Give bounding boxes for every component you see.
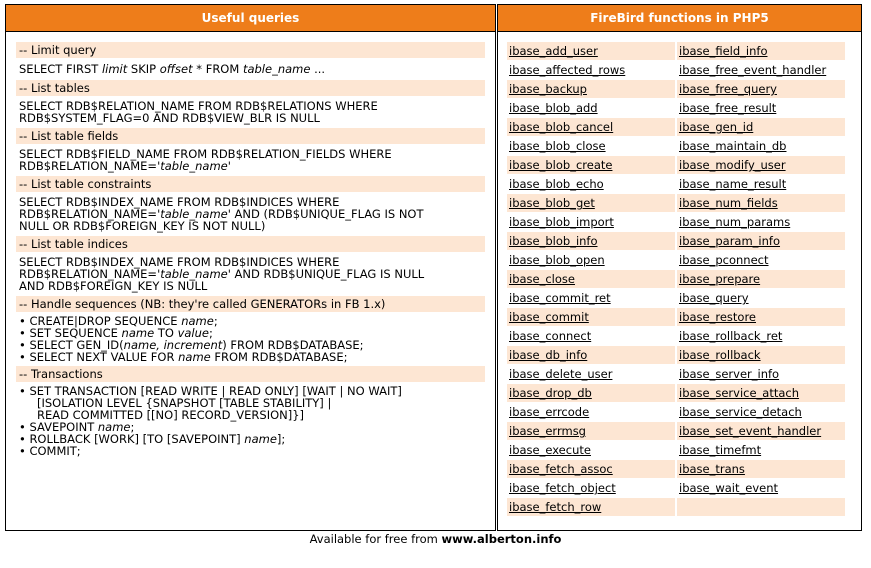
function-row <box>507 270 853 288</box>
useful-queries-panel <box>5 4 496 531</box>
function-link[interactable]: ibase_backup <box>509 82 587 96</box>
function-link[interactable]: ibase_rollback <box>679 348 761 362</box>
function-link[interactable]: ibase_num_fields <box>679 196 778 210</box>
function-row <box>507 156 853 174</box>
function-link[interactable]: ibase_delete_user <box>509 367 613 381</box>
firebird-functions-panel <box>497 4 862 531</box>
function-cell <box>507 308 675 326</box>
function-link[interactable]: ibase_field_info <box>679 44 768 58</box>
function-link[interactable]: ibase_fetch_row <box>509 500 602 514</box>
function-link[interactable]: ibase_blob_import <box>509 215 614 229</box>
list-item: • ROLLBACK [WORK] [TO [SAVEPOINT] name]; <box>19 432 286 446</box>
function-link[interactable]: ibase_free_result <box>679 101 777 115</box>
list-item: • CREATE|DROP SEQUENCE name; <box>19 314 218 328</box>
function-link[interactable]: ibase_trans <box>679 462 745 476</box>
function-cell <box>507 61 675 79</box>
function-row <box>507 479 853 497</box>
function-cell <box>507 118 675 136</box>
function-link[interactable]: ibase_blob_open <box>509 253 605 267</box>
function-row <box>507 42 853 60</box>
function-row <box>507 289 853 307</box>
list-fields-sql: SELECT RDB$FIELD_NAME FROM RDB$RELATION_FIELDS WHERE RDB$RELATION_NAME='table_name' <box>19 147 392 173</box>
function-cell <box>677 270 845 288</box>
function-cell <box>507 422 675 440</box>
function-link[interactable]: ibase_blob_cancel <box>509 120 614 134</box>
function-link[interactable]: ibase_free_query <box>679 82 777 96</box>
section-limit-query: -- Limit query <box>16 42 485 58</box>
function-cell <box>507 232 675 250</box>
function-cell <box>507 137 675 155</box>
function-link[interactable]: ibase_server_info <box>679 367 780 381</box>
function-link[interactable]: ibase_blob_info <box>509 234 598 248</box>
function-cell <box>677 232 845 250</box>
section-list-table-indices: -- List table indices <box>16 236 485 252</box>
list-indices-sql: SELECT RDB$INDEX_NAME FROM RDB$INDICES WHERE RDB$RELATION_NAME='table_name' AND RDB$UNIQUE_FLAG IS NULL AND RDB$FOREIGN_KEY IS NULL <box>19 255 425 293</box>
function-cell <box>677 42 845 60</box>
function-link[interactable]: ibase_num_params <box>679 215 791 229</box>
function-link[interactable]: ibase_drop_db <box>509 386 592 400</box>
function-row <box>507 422 853 440</box>
transactions-list <box>16 385 485 457</box>
section-list-table-constraints: -- List table constraints <box>16 176 485 192</box>
list-item-continuation: READ COMMITTED [[NO] RECORD_VERSION]}] <box>37 408 305 422</box>
function-cell <box>677 308 845 326</box>
function-cell <box>507 156 675 174</box>
function-row <box>507 194 853 212</box>
section-list-table-fields: -- List table fields <box>16 128 485 144</box>
function-cell <box>507 498 675 516</box>
function-row <box>507 403 853 421</box>
function-link[interactable]: ibase_close <box>509 272 575 286</box>
function-link[interactable]: ibase_db_info <box>509 348 588 362</box>
function-link[interactable]: ibase_wait_event <box>679 481 779 495</box>
function-link[interactable]: ibase_gen_id <box>679 120 754 134</box>
function-link[interactable]: ibase_blob_add <box>509 101 598 115</box>
function-cell <box>677 346 845 364</box>
function-cell <box>507 327 675 345</box>
function-cell <box>677 327 845 345</box>
function-link[interactable]: ibase_connect <box>509 329 592 343</box>
function-link[interactable]: ibase_fetch_assoc <box>509 462 613 476</box>
function-cell <box>677 118 845 136</box>
function-row <box>507 460 853 478</box>
list-item: • SET TRANSACTION [READ WRITE | READ ONLY] [WAIT | NO WAIT] <box>19 384 402 398</box>
function-row <box>507 80 853 98</box>
firebird-functions-header: FireBird functions in PHP5 <box>498 5 861 32</box>
function-link[interactable]: ibase_rollback_ret <box>679 329 783 343</box>
section-handle-sequences: -- Handle sequences (NB: they're called GENERATORs in FB 1.x) <box>16 296 485 312</box>
list-item: • COMMIT; <box>19 444 81 458</box>
section-transactions: -- Transactions <box>16 366 485 382</box>
function-link[interactable]: ibase_maintain_db <box>679 139 787 153</box>
function-link[interactable]: ibase_commit_ret <box>509 291 611 305</box>
function-row <box>507 61 853 79</box>
function-link[interactable]: ibase_service_attach <box>679 386 800 400</box>
function-cell <box>677 99 845 117</box>
function-link[interactable]: ibase_set_event_handler <box>679 424 822 438</box>
function-link[interactable]: ibase_blob_get <box>509 196 595 210</box>
function-row <box>507 327 853 345</box>
function-cell <box>677 251 845 269</box>
list-constraints-sql: SELECT RDB$INDEX_NAME FROM RDB$INDICES WHERE RDB$RELATION_NAME='table_name' AND (RDB$UNIQUE_FLAG IS NOT NULL OR RDB$FOREIGN_KEY IS NOT NULL) <box>19 195 424 233</box>
function-cell <box>507 460 675 478</box>
function-cell <box>677 80 845 98</box>
list-item: • SAVEPOINT name; <box>19 420 135 434</box>
function-link[interactable]: ibase_errmsg <box>509 424 586 438</box>
queries-body <box>6 32 495 457</box>
function-link[interactable]: ibase_timefmt <box>679 443 762 457</box>
section-list-tables: -- List tables <box>16 80 485 96</box>
function-link[interactable]: ibase_errcode <box>509 405 590 419</box>
function-cell <box>677 61 845 79</box>
function-cell <box>507 270 675 288</box>
function-row <box>507 498 853 516</box>
function-link[interactable]: ibase_free_event_handler <box>679 63 827 77</box>
useful-queries-header: Useful queries <box>6 5 495 32</box>
function-cell <box>677 365 845 383</box>
function-row <box>507 213 853 231</box>
function-cell <box>507 42 675 60</box>
function-cell <box>677 479 845 497</box>
footer: Available for free from www.alberton.info <box>309 532 562 546</box>
footer-site-link[interactable]: www.alberton.info <box>441 532 562 546</box>
function-cell <box>677 498 845 516</box>
function-cell <box>507 403 675 421</box>
function-cell <box>677 289 845 307</box>
function-row <box>507 251 853 269</box>
function-cell <box>507 346 675 364</box>
function-cell <box>507 384 675 402</box>
function-link[interactable]: ibase_modify_user <box>679 158 786 172</box>
function-cell <box>507 175 675 193</box>
list-item: • SELECT NEXT VALUE FOR name FROM RDB$DATABASE; <box>19 350 348 364</box>
function-row <box>507 365 853 383</box>
function-link[interactable]: ibase_param_info <box>679 234 781 248</box>
function-link[interactable]: ibase_blob_close <box>509 139 606 153</box>
function-link[interactable]: ibase_execute <box>509 443 591 457</box>
function-row <box>507 99 853 117</box>
function-cell <box>507 479 675 497</box>
function-link[interactable]: ibase_commit <box>509 310 589 324</box>
function-link[interactable]: ibase_restore <box>679 310 756 324</box>
function-cell <box>677 460 845 478</box>
function-cell <box>507 441 675 459</box>
function-cell <box>507 99 675 117</box>
function-list <box>498 32 861 516</box>
function-row <box>507 175 853 193</box>
function-cell <box>507 251 675 269</box>
function-cell <box>677 194 845 212</box>
function-cell <box>677 441 845 459</box>
function-link[interactable]: ibase_prepare <box>679 272 761 286</box>
function-link[interactable]: ibase_pconnect <box>679 253 769 267</box>
function-link[interactable]: ibase_name_result <box>679 177 787 191</box>
function-link[interactable]: ibase_affected_rows <box>509 63 626 77</box>
function-cell <box>677 422 845 440</box>
function-cell <box>677 137 845 155</box>
function-link[interactable]: ibase_blob_create <box>509 158 613 172</box>
function-cell <box>507 194 675 212</box>
function-row <box>507 346 853 364</box>
list-item: • SET SEQUENCE name TO value; <box>19 326 213 340</box>
function-cell <box>677 403 845 421</box>
function-row <box>507 232 853 250</box>
function-link[interactable]: ibase_query <box>679 291 749 305</box>
function-cell <box>677 213 845 231</box>
function-cell <box>677 175 845 193</box>
function-row <box>507 308 853 326</box>
function-cell <box>677 156 845 174</box>
function-cell <box>507 289 675 307</box>
function-cell <box>507 365 675 383</box>
function-link[interactable]: ibase_blob_echo <box>509 177 604 191</box>
function-cell <box>507 213 675 231</box>
function-link[interactable]: ibase_add_user <box>509 44 598 58</box>
function-link[interactable]: ibase_service_detach <box>679 405 802 419</box>
list-item: • SELECT GEN_ID(name, increment) FROM RDB$DATABASE; <box>19 338 364 352</box>
sequences-list <box>16 315 485 363</box>
list-tables-sql: SELECT RDB$RELATION_NAME FROM RDB$RELATIONS WHERE RDB$SYSTEM_FLAG=0 AND RDB$VIEW_BLR IS NULL <box>19 99 378 125</box>
list-item-continuation: [ISOLATION LEVEL {SNAPSHOT [TABLE STABILITY] | <box>37 396 332 410</box>
function-row <box>507 137 853 155</box>
limit-query-sql: SELECT FIRST limit SKIP offset * FROM table_name ... <box>19 62 326 76</box>
function-row <box>507 118 853 136</box>
function-row <box>507 384 853 402</box>
function-link[interactable]: ibase_fetch_object <box>509 481 616 495</box>
function-cell <box>507 80 675 98</box>
function-row <box>507 441 853 459</box>
function-cell <box>677 384 845 402</box>
